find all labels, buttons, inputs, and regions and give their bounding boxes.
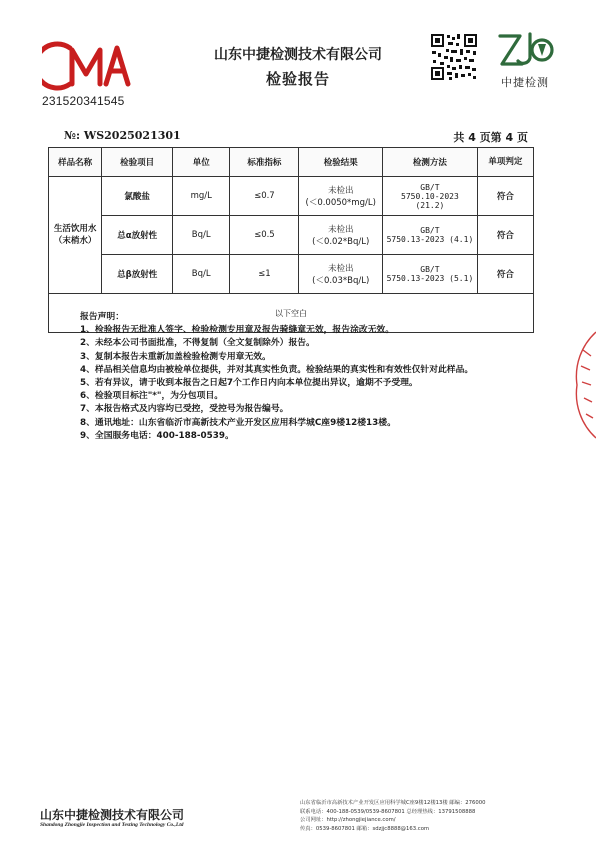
- results-table: [48, 147, 534, 333]
- standard-cell: ≤1: [230, 255, 299, 294]
- method-cell: [382, 177, 477, 216]
- qr-code: [430, 33, 478, 81]
- table-row: [49, 177, 534, 216]
- table-row: [49, 216, 534, 255]
- method-line2: 5750.13-2023 (4.1): [386, 235, 474, 244]
- judgement-cell: 符合: [477, 255, 533, 294]
- statement-item: 8、通讯地址：山东省临沂市高新技术产业开发区应用科学城C座9楼12楼13楼。: [80, 417, 396, 428]
- judgement-cell: 符合: [477, 177, 533, 216]
- report-statement: [80, 311, 473, 443]
- result-cell: [299, 216, 383, 255]
- header-result: 检验结果: [299, 148, 383, 177]
- seam-stamp: [575, 330, 596, 440]
- page-info: 共 4 页第 4 页: [453, 131, 528, 144]
- statement-item: 7、本报告格式及内容均已受控，受控号为报告编号。: [80, 404, 289, 415]
- footer-contact: [300, 799, 485, 833]
- method-line1: GB/T: [420, 182, 440, 192]
- footer-phone: 联系电话：400-188-0539/0539-8607801 总经理热线：13791508888: [300, 808, 476, 815]
- blank-note: 以下空白: [49, 294, 534, 333]
- footer-english-name: Shandong Zhongjie Inspection and Testing Technology Co.,Ltd: [40, 822, 184, 828]
- footer-fax-email: 传真：0539-8607801 邮箱：sdzjjc8888@163.com: [300, 825, 430, 832]
- header-sample-name: 样品名称: [49, 148, 102, 177]
- result-line2: (＜0.0050*mg/L): [305, 198, 376, 208]
- method-line1: GB/T: [420, 265, 440, 274]
- header-standard: 标准指标: [230, 148, 299, 177]
- statement-title: 报告声明：: [80, 312, 124, 322]
- header-method: 检测方法: [382, 148, 477, 177]
- sample-name-cell: 生活饮用水（末梢水）: [49, 177, 102, 294]
- statement-item: 1、检验报告无批准人签字、检验检测专用章及报告骑缝章无效，报告涂改无效。: [80, 325, 395, 336]
- report-number: №: WS2025021301: [64, 129, 181, 142]
- item-cell: 氯酸盐: [102, 177, 173, 216]
- table-row: [49, 255, 534, 294]
- statement-item: 5、若有异议，请于收到本报告之日起7个工作日内向本单位提出异议，逾期不予受理。: [80, 378, 418, 389]
- result-cell: [299, 177, 383, 216]
- footer-address: 山东省临沂市高新技术产业开发区应用科学城C座9楼12楼13楼 邮编：276000: [300, 800, 486, 806]
- standard-cell: ≤0.7: [230, 177, 299, 216]
- unit-cell: Bq/L: [173, 216, 230, 255]
- header-item: 检验项目: [102, 148, 173, 177]
- footer-company: 山东中捷检测技术有限公司: [40, 808, 185, 822]
- brand-name: 中捷检测: [501, 76, 549, 89]
- unit-cell: Bq/L: [173, 255, 230, 294]
- judgement-cell: 符合: [477, 216, 533, 255]
- statement-item: 9、全国服务电话：400-188-0539。: [80, 430, 234, 441]
- statement-item: 6、检验项目标注"*"，为分包项目。: [80, 391, 224, 402]
- zhongjie-logo: [494, 30, 556, 70]
- company-title: 山东中捷检测技术有限公司: [214, 47, 382, 63]
- method-line2: 5750.13-2023 (5.1): [386, 274, 474, 283]
- result-cell: [299, 255, 383, 294]
- statement-item: 4、样品相关信息均由被检单位提供，并对其真实性负责。检验结果的真实性和有效性仅针对此样品。: [80, 364, 474, 375]
- method-cell: [382, 216, 477, 255]
- result-line2: (＜0.03*Bq/L): [312, 276, 370, 286]
- standard-cell: ≤0.5: [230, 216, 299, 255]
- method-cell: [382, 255, 477, 294]
- header-unit: 单位: [173, 148, 230, 177]
- footer-website: 公司网址：http://zhongjiejiance.com/: [300, 817, 396, 823]
- cma-number: 231520341545: [42, 94, 125, 108]
- result-line2: (＜0.02*Bq/L): [312, 237, 370, 247]
- statement-item: 2、未经本公司书面批准，不得复制（全文复制除外）报告。: [80, 338, 315, 349]
- result-line1: 未检出: [327, 186, 354, 196]
- result-line1: 未检出: [327, 225, 354, 235]
- report-title: 检验报告: [265, 70, 330, 88]
- item-cell: 总β放射性: [102, 255, 173, 294]
- method-line1: GB/T: [420, 226, 440, 235]
- statement-item: 3、复制本报告未重新加盖检验检测专用章无效。: [80, 351, 271, 362]
- header-judgement: 单项判定: [477, 148, 533, 177]
- result-line1: 未检出: [327, 264, 354, 274]
- method-line2: 5750.10-2023 (21.2): [401, 191, 459, 210]
- unit-cell: mg/L: [173, 177, 230, 216]
- table-header-row: [49, 148, 534, 177]
- item-cell: 总α放射性: [102, 216, 173, 255]
